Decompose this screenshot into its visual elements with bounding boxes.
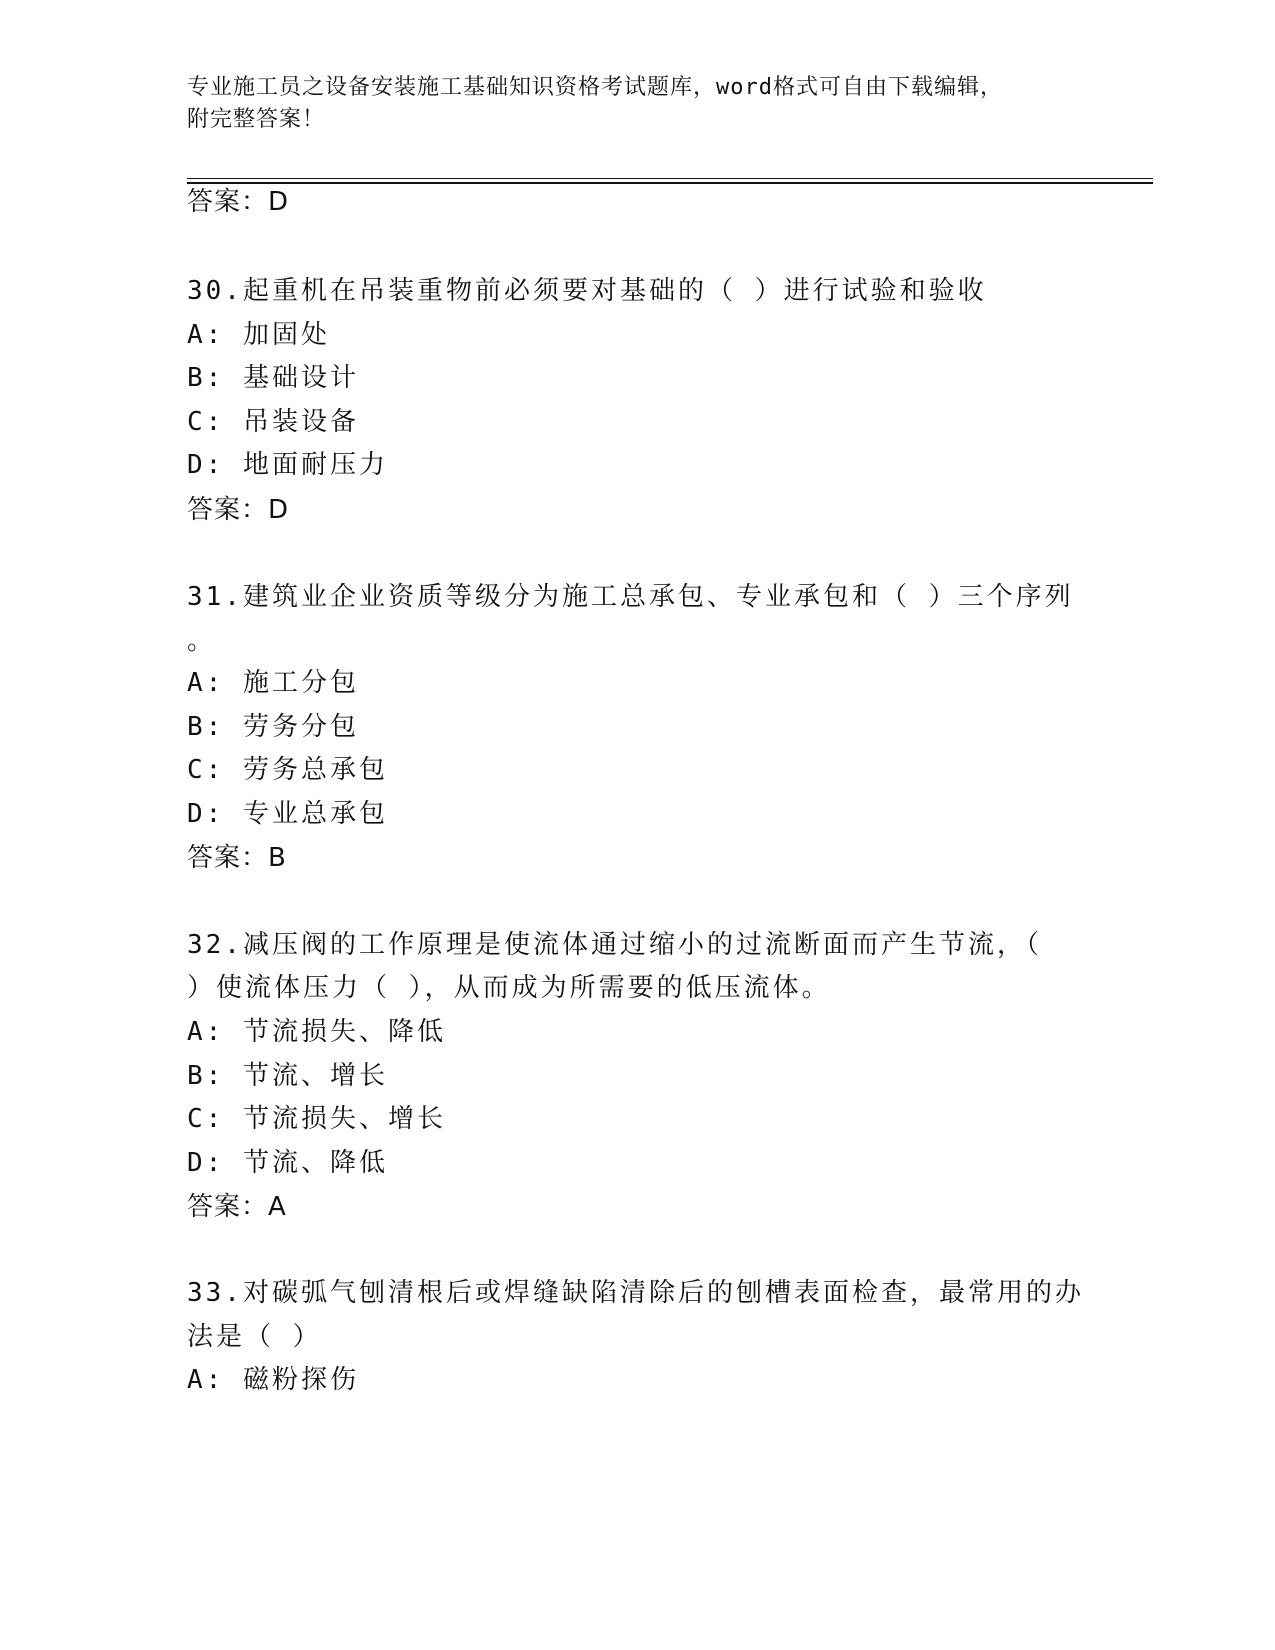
header-line-2: 附完整答案！ xyxy=(187,107,326,132)
header-divider-thick xyxy=(187,182,1153,184)
question-31-option-a: A: 施工分包 xyxy=(187,668,359,698)
question-31-text-line-1: 31.建筑业企业资质等级分为施工总承包、专业承包和（ ）三个序列 xyxy=(187,582,1074,612)
question-32-option-c: C: 节流损失、增长 xyxy=(187,1104,446,1134)
header-divider-thin xyxy=(187,178,1153,179)
question-31-text-line-2: 。 xyxy=(187,626,217,656)
question-30-answer: 答案：D xyxy=(187,495,290,525)
question-30-option-c: C: 吊装设备 xyxy=(187,407,359,437)
question-31-option-b: B: 劳务分包 xyxy=(187,712,359,742)
question-31-option-d: D: 专业总承包 xyxy=(187,799,388,829)
question-30-option-a: A: 加固处 xyxy=(187,320,330,350)
question-32-answer: 答案：A xyxy=(187,1192,287,1222)
question-32-option-a: A: 节流损失、降低 xyxy=(187,1017,446,1047)
question-33-text-line-2: 法是（ ） xyxy=(187,1322,322,1352)
question-31-answer: 答案：B xyxy=(187,843,287,873)
question-32-option-d: D: 节流、降低 xyxy=(187,1148,388,1178)
question-33-text-line-1: 33.对碳弧气刨清根后或焊缝缺陷清除后的刨槽表面检查，最常用的办 xyxy=(187,1278,1084,1308)
question-30-text: 30.起重机在吊装重物前必须要对基础的（ ）进行试验和验收 xyxy=(187,276,987,306)
question-31-option-c: C: 劳务总承包 xyxy=(187,755,388,785)
previous-answer: 答案：D xyxy=(187,187,290,217)
question-32-option-b: B: 节流、增长 xyxy=(187,1061,388,1091)
question-30-option-b: B: 基础设计 xyxy=(187,363,359,393)
document-header xyxy=(187,72,1067,136)
question-32-text-line-1: 32.减压阀的工作原理是使流体通过缩小的过流断面而产生节流，（ xyxy=(187,930,1042,960)
question-33-option-a: A: 磁粉探伤 xyxy=(187,1365,359,1395)
header-line-1: 专业施工员之设备安装施工基础知识资格考试题库，word格式可自由下载编辑， xyxy=(187,75,1003,100)
question-32-text-line-2: ）使流体压力（ ），从而成为所需要的低压流体。 xyxy=(187,973,831,1003)
question-30-option-d: D: 地面耐压力 xyxy=(187,450,388,480)
